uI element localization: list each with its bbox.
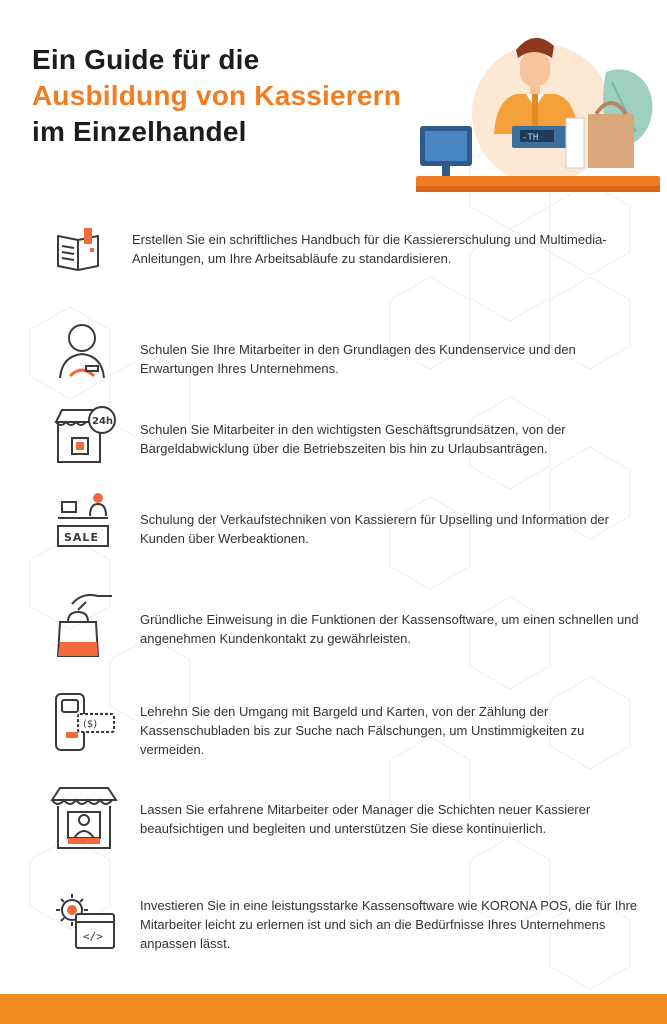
code-label: </> xyxy=(83,930,103,943)
item-text: Lassen Sie erfahrene Mitarbeiter oder Manager die Schichten neuer Kassierer beaufsichtigen und begleiten und unterstützen Sie diese kontinuierlich. xyxy=(140,802,591,836)
guide-item-cash-and-cards xyxy=(0,690,667,762)
item-text: Lehrehn Sie den Umgang mit Bargeld und Karten, von der Zählung der Kassenschubladen bis zur Suche nach Fälschungen, um Unstimmigkeiten zu vermeiden. xyxy=(140,704,585,757)
handbook-icon xyxy=(54,226,104,274)
item-text: Gründliche Einweisung in die Funktionen der Kassensoftware, um einen schnellen und angenehmen Kundenkontakt zu gewährleisten. xyxy=(140,612,639,646)
item-text: Schulen Sie Ihre Mitarbeiter in den Grundlagen des Kundenservice und den Erwartungen Ihres Unternehmens. xyxy=(140,342,576,376)
cash-card-terminal-icon xyxy=(52,692,118,754)
shopping-bag-hand-icon xyxy=(52,588,114,658)
employee-icon xyxy=(56,320,108,380)
sale-label: SALE xyxy=(64,531,99,544)
title-line-3: im Einzelhandel xyxy=(32,116,247,147)
title-line-1: Ein Guide für die xyxy=(32,44,260,75)
item-text: Investieren Sie in eine leistungsstarke Kassensoftware wie KORONA POS, die für Ihre Mitarbeiter leicht zu erlernen ist und sich an die Bedürfnisse Ihres Unternehmens anpassen lässt. xyxy=(140,898,638,951)
24h-label: 24h xyxy=(92,416,114,427)
guide-item-pos-software-functions xyxy=(0,588,667,660)
guide-item-supervision xyxy=(0,784,667,858)
page-title xyxy=(32,42,401,150)
guide-item-business-principles xyxy=(0,404,667,468)
software-code-icon xyxy=(52,890,118,952)
item-text: Erstellen Sie ein schriftliches Handbuch für die Kassiererschulung und Multimedia-Anleitungen, um Ihre Arbeitsabläufe zu standardisieren. xyxy=(132,232,607,266)
guide-item-pos-investment xyxy=(0,884,667,960)
guide-item-sales-techniques xyxy=(0,490,667,554)
item-text: Schulen Sie Mitarbeiter in den wichtigsten Geschäftsgrundsätzen, von der Bargeldabwicklung über die Betriebszeiten bis hin zu Urlaubsanträgen. xyxy=(140,422,566,456)
register-display: -TH xyxy=(522,133,539,143)
footer-bar xyxy=(0,994,667,1024)
shop-cashier-icon xyxy=(50,784,120,852)
item-text: Schulung der Verkaufstechniken von Kassierern für Upselling und Information der Kunden über Werbeaktionen. xyxy=(140,512,609,546)
guide-item-customer-service xyxy=(0,318,667,382)
dollar-label: ($) xyxy=(83,719,98,730)
sale-counter-icon xyxy=(52,490,118,552)
store-24h-icon xyxy=(52,404,118,466)
title-line-2-highlight: Ausbildung von Kassierern xyxy=(32,80,402,111)
cashier-illustration xyxy=(416,22,660,198)
guide-item-handbook xyxy=(0,222,667,282)
